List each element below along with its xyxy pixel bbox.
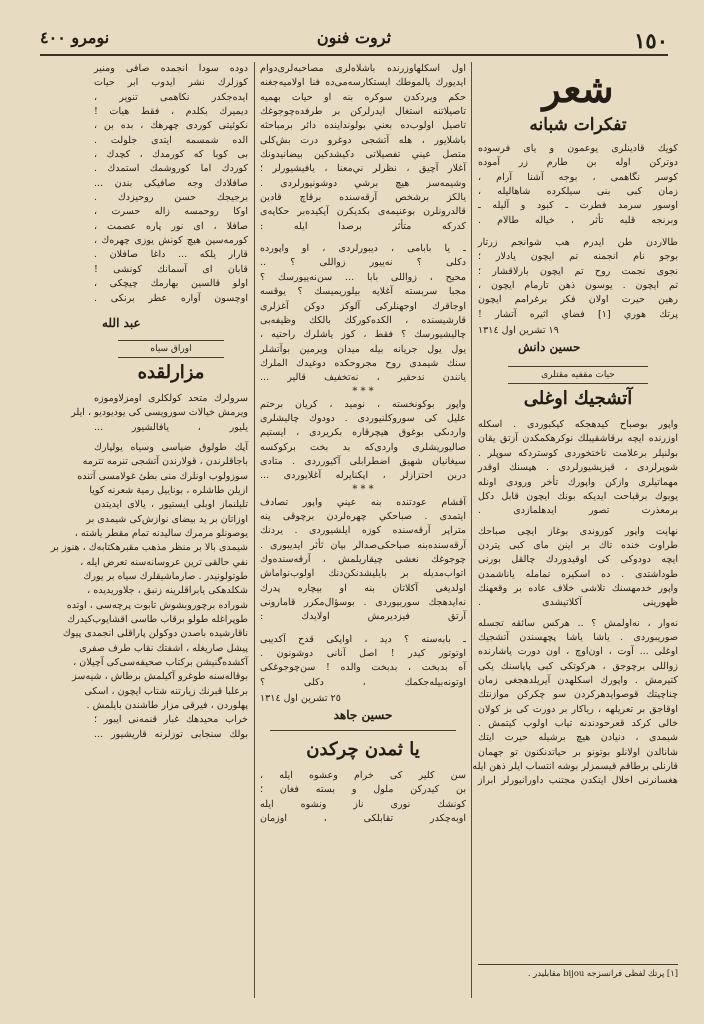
text-line: كتيرمش . واپورك اسكلهدن آيريلدهجغى زمان bbox=[478, 674, 678, 686]
text-line: اوكا روحمسه زاله حسرت ، bbox=[94, 206, 248, 218]
text-line: شوپرلردی ، قيزيشيورلردی . هپسنك اوقدر bbox=[478, 462, 678, 474]
text-line: يانندن ندحقير ، نه‌تخفيف قالير ... bbox=[260, 372, 466, 384]
text-line: قارنلى برطاقم قيسمزلر بوشه انتساب ايلر ذهن ايله bbox=[472, 761, 678, 773]
poem-text bbox=[94, 62, 248, 306]
text-line: زواللى برچوجق ، هركوتكى كبى پاپاسنك يكى bbox=[478, 660, 678, 672]
text-line: قالدرونلرن بوعنيمه‌ى بكديكرن آيكيده‌بر حكايه‌ى bbox=[260, 206, 466, 218]
text-line: ظهورينى آكلاتيشدى . bbox=[478, 597, 678, 609]
text-line: نكوئيتى كوردى چهرهك ، بده بن ، bbox=[94, 120, 248, 132]
text-line: نه‌ايدهجك سوربيوردى . ‌بوسؤال‌مكرر قامارونى bbox=[260, 597, 466, 609]
text-line: آرتق فيزديرمش اولايدك : bbox=[260, 611, 466, 623]
poem-stanza bbox=[478, 142, 678, 228]
text-line: اوبه‌چكدر تقابلكى ، اوزمان bbox=[260, 813, 466, 825]
text-line: محيح ، زواللى بابا ... سن‌نه‌ييور‌سك ؟ bbox=[260, 271, 466, 283]
page-number: ١٥٠ bbox=[634, 28, 668, 53]
separator-stars: * * * bbox=[352, 385, 374, 397]
text-line: طوپراغله طولو برقاب طاسى اقشايوب‌كيدرك bbox=[67, 614, 248, 625]
text-line: شكلدهكى يابراقلرينه زنبق ، جلاوريديده ، bbox=[87, 585, 248, 597]
text-line: بوجو نام انجمنه تم ايچون يادلار ؛ bbox=[478, 251, 678, 263]
text-line: شانالدن اولانلو بوتونو بر حياتدنکنون تو جهمان bbox=[478, 746, 678, 758]
page-header bbox=[40, 24, 668, 56]
poem-title: تفكرات شبانه bbox=[529, 115, 627, 135]
text-line: نهايت واپور كوروندى بوغاز ايچى صباحك bbox=[478, 525, 678, 537]
text-line: كورمه‌سين هيچ كونش يوزى چهره‌ك ، bbox=[94, 235, 248, 247]
column-rule-right bbox=[471, 62, 472, 998]
text-line: اوزرنده ايچه برقاشقيبلك نوكرهكمكدن آزتق يقان bbox=[478, 433, 678, 445]
poem-signature: عبد الله bbox=[102, 315, 141, 330]
text-line: ايتمدى . صباحكي چهره‌لردن برچوقى ينه bbox=[260, 510, 466, 522]
text-line: كوردك اما كوروشمك استمدك . bbox=[94, 163, 248, 175]
text-line: متصل عيني تفصيلاتى دكيشدكين بيضانيدونك bbox=[260, 149, 466, 161]
poem-stanza bbox=[478, 236, 678, 322]
divider bbox=[270, 730, 456, 731]
story-title: آتشجيك اوغلى bbox=[523, 388, 633, 410]
text-line: اتواب‌مديله بر بايليشدنكن‌دنك اولوب‌نواماش bbox=[260, 568, 466, 580]
text-line: يوبوك برقباحت ايديكه بونك ايچون قابل دکل bbox=[478, 490, 678, 502]
text-line: شيمدی ، دنيادن هيچ برشيله حيرت ايتك bbox=[478, 732, 678, 744]
text-line: پيشل صاريغله ، اشفتك نقاب طرف صفرى bbox=[79, 642, 248, 654]
text-line: كويك قادينلرى يوعمون و ياى فرسوده bbox=[478, 143, 678, 154]
section-heading: شعر bbox=[542, 66, 614, 111]
story-signature: حسين جاهد bbox=[333, 708, 393, 723]
text-line: صاليوريشلرى واردى‌كه بد بخت بركوكسه bbox=[260, 441, 466, 453]
text-line: صافلادك وجه صافيكى بندن ... bbox=[94, 177, 248, 189]
story-paragraph bbox=[260, 242, 466, 385]
story-paragraph bbox=[260, 398, 466, 484]
text-line: نجوى نجمت روح تم ايچون بارلاقشار ؛ bbox=[478, 265, 678, 277]
text-line: چوجوغك نعشى چيقاريلمش ، آرقه‌سنده‌وك bbox=[260, 554, 466, 565]
text-line: دوترکن اوله بن طارم زر آموده bbox=[478, 157, 678, 169]
text-line: رهين حيرت اولان فكر برغرامم ايچون bbox=[478, 294, 678, 306]
story-continued bbox=[260, 62, 466, 234]
text-line: شيمدى بالا بر منظر مذهب مقبرهكتابه‌ك ، هنوز بر bbox=[51, 542, 248, 554]
text-line: كوزلرك نشر ايدوب ابر حيات bbox=[94, 77, 248, 89]
text-line: آرقه‌سنده‌بنه صباحكى‌صدالر بيان ثأثر ايديبورى . bbox=[260, 539, 466, 551]
middle-column bbox=[260, 62, 466, 1002]
text-line: يالكز برشخص آرقه‌سنده برقاچ قادين bbox=[260, 192, 466, 204]
text-line: تاصيل اولوب‌ده بعني بولونداينده دائر برمباحثه bbox=[260, 120, 466, 132]
text-line: اوقاجق بر تعريلهه ، رياكار بر دورت كى بز كولان bbox=[478, 703, 678, 715]
text-line: كونشك نورى ناز ونشوه ايله bbox=[260, 798, 466, 810]
text-line: اوسور سرمد فطرت ـ كبود و آليله ـ bbox=[478, 200, 678, 212]
text-line: بى كوبا كه كورمدك ، كچدك ، bbox=[94, 149, 248, 161]
text-line: ـ يا بابامى ، ديبورلردى ، او واپورده bbox=[260, 243, 466, 255]
text-line: اولديغى آكلاتان بنه او بيچاره پدرك bbox=[260, 582, 466, 594]
text-line: نفي حالقى ترين عروسانه‌سنه تعرض ايله ، bbox=[80, 556, 248, 568]
text-line: تم ايچون . يوسون ذهن تارمام ايچون ، bbox=[478, 280, 678, 292]
text-line: زمان كبى بنى سيلكرده شاهاليله ، bbox=[478, 186, 678, 198]
text-line: حكم ويردكدن سوكره بنه او حيات بهميه bbox=[260, 91, 466, 103]
text-line: سوزولوب اونلرك منى بطئ غولامسى آتنده bbox=[77, 470, 248, 482]
text-line: هغسانرنى اخلال ايتكدن مجتنب داورانيورلر ابراز bbox=[478, 775, 678, 787]
text-line: دكلى ؟ نه‌ييور زواللى ؟ .. bbox=[260, 257, 466, 269]
text-line: ناقارشيده باصدن دوكولن پاراقلى انجمدى پيوك bbox=[62, 628, 248, 640]
text-line: ايچه دودوكى كى اوقيدوردك چالقل بورنى bbox=[478, 554, 678, 566]
text-line: طراوت خنده تاك بر اينن ماى كبى يتردن bbox=[478, 539, 678, 551]
text-line: قابان اى آسمانك كونشى ! bbox=[94, 263, 248, 275]
issue-number: نومرو ٤٠٠ bbox=[40, 28, 110, 47]
text-line: آه بدبخت ، بدبخت والده ! سن‌چوجوغكى bbox=[260, 662, 466, 674]
text-line: بوقاله‌سنه طوغرو آكيلمش برطاش ، شيه‌سز bbox=[72, 671, 248, 683]
story-paragraph bbox=[260, 496, 466, 625]
text-line: واپور بوصباح كيدهجكه كيكبوردى . اسكله bbox=[478, 419, 678, 431]
text-line: اولو قالسين بهارمك چيچكى ، bbox=[94, 278, 248, 290]
text-line: برمعذرت تصور ايدهلمازدى . bbox=[478, 505, 678, 517]
text-line: ـ بابه‌سنه ؟ ديد ، اوايكى قدح آكديبى bbox=[260, 633, 466, 645]
section-title: مزارلقده bbox=[137, 361, 205, 383]
text-line: اوچسون آواره عطر برنكى . bbox=[94, 292, 248, 304]
text-line: پرتك هوري [١] فضاي اثيره آتشار ! bbox=[478, 308, 678, 320]
text-line: كوسر نگاهمى ، بوجه آشنا آرام ، bbox=[478, 171, 678, 183]
text-line: سرولرك متحد كولكلرى اومزلاوموزه bbox=[94, 392, 248, 404]
text-line: اول اسکلهاوزرنده باشلاه‌لرى مصاحبه‌لرى‌دوام bbox=[260, 63, 466, 74]
text-line: آقشام عودتنده بنه عيني واپور تصادف bbox=[260, 496, 466, 508]
right-column bbox=[472, 62, 678, 1002]
text-line: باشلايور ، هله آتشجى دوغرو درت بش‌كلى bbox=[260, 134, 466, 146]
separator-stars: * * * bbox=[352, 483, 374, 495]
header-rule bbox=[40, 54, 668, 56]
poem-text bbox=[260, 769, 466, 826]
story-series: حيات مقفيه مقتلرى bbox=[508, 366, 648, 384]
story-text bbox=[472, 418, 678, 789]
footnote: [١] پرتك لفظى فرانسزجه bijou مقابليدر . bbox=[478, 964, 678, 978]
story-date: ٢٥ تشرين اول ١٣١٤ bbox=[260, 693, 341, 705]
text-line: مهماتيلرى وازكن واپورك تأخر ورودى اونله bbox=[478, 476, 678, 488]
text-line: سن كلير كى خرام وعشوه ايله ، bbox=[260, 770, 466, 782]
text-line: باجاقلرندن ، قولارندن آتشجى تنرمه تترمه bbox=[82, 456, 248, 468]
poem-signature: حسين دانش bbox=[518, 340, 581, 355]
text-line: سيغانيان شهيق اضطرابلى آكيورردى . متادى bbox=[260, 455, 466, 467]
text-line: دربن احتزازلر ، اپكنايرله آغلايوردى ... bbox=[260, 470, 466, 482]
column-rule-left bbox=[254, 62, 255, 998]
story-paragraph bbox=[260, 633, 466, 690]
poem-date: ١٩ تشرين اول ١٣١٤ bbox=[478, 325, 559, 337]
text-line: بولنيلر برعلامت ناختخوردی کوستردكه سوپلر . bbox=[478, 447, 678, 459]
text-line: بولك سنجابى توزلرنه قاريشيور ... bbox=[94, 728, 248, 740]
text-line: ايده‌جكدر نكاهمى تنوير ، bbox=[94, 91, 248, 103]
poem-title: يا ثمدن چركدن bbox=[306, 739, 420, 761]
text-line: برعلبا قبرنك زيارتنه شتاب ايچون ، اسكى bbox=[84, 685, 248, 697]
text-line: صافلا ، اى نور پاره عصمت ، bbox=[94, 220, 248, 232]
text-line: متراپر آرقه‌سنده كوزه ايلشيوردى . يردنك bbox=[260, 525, 466, 537]
text-line: عليل كى سوروكلنيوردى . دودوك چاليشلرى bbox=[260, 412, 466, 424]
text-line: آغلار آچيق ، نظرلر ني‌معنا ، يافيشيورلر ؛ bbox=[260, 163, 466, 175]
prose-text bbox=[51, 392, 248, 742]
text-line: ايديورك يالموطك ايستكارسه‌مى‌ده فنا اولاميه‌جغنه bbox=[260, 77, 466, 89]
text-line: واپور خدمهسنك تلاشى خلاف عاده بر وقعهنك bbox=[478, 582, 678, 594]
text-line: طوداشتدى . ده اسكيره تمامله ياناشمدن bbox=[478, 568, 678, 580]
text-line: پهلوردن ، فيرقى مزار طاشندن بايلمش . bbox=[86, 700, 248, 712]
text-line: تليلنماز اوبلى ايستيور ، يالاى ايديتدن bbox=[94, 499, 248, 511]
text-line: اوتوتور كيدر ! اصل آنانى دوشونون . bbox=[260, 648, 466, 660]
text-line: آپك طولوق ضياسى وسياه يولپارك bbox=[94, 441, 248, 453]
text-line: چناچيتك قوصوايدهرکردن سو چكركن موازنتك bbox=[478, 689, 678, 701]
text-line: کدركه متأثر برصدا ايله : bbox=[260, 220, 466, 232]
text-line: چاليشيورسك ؟ فقط ، كوز ياشلرك راحتيه ، bbox=[260, 329, 466, 341]
text-line: واپور بو‌كونخسته ، نوميد ، كريان برحتم bbox=[260, 398, 466, 410]
text-line: آكشده‌گنيشن بركتاب صحيفه‌سى‌كى آچيلان ، bbox=[73, 657, 248, 669]
text-line: يليور ، يافالشيور ... bbox=[94, 421, 248, 433]
text-line: وبرنجه قلبه تأثر ، خياله طالام . bbox=[478, 214, 678, 226]
journal-title: ثروت فنون bbox=[316, 28, 392, 47]
text-line: بن كيدرکن ملول و بسته فغان ؛ bbox=[260, 784, 466, 796]
text-line: اوغلى ... آوت ، اون‌اوچ ، اون دورت ياشارنده bbox=[478, 646, 678, 658]
section-series: اوراق سياه bbox=[118, 340, 224, 358]
text-line: اوجاقرك اوجهنلركى آلوكز دوكن آغزلرى bbox=[260, 300, 466, 312]
text-line: ازيلن طاشلره ، بوناييل رمية شعرنه كويا bbox=[89, 484, 248, 496]
text-line: تاصيلاتنه استغال ايدرلركن بر طرفده‌چوجوغك bbox=[260, 106, 466, 118]
text-line: ويرمش خيالات سورويسى كى يوديوديو ، ايلر bbox=[71, 407, 248, 419]
text-line: ديميرك بكلدم ، فقط هيات ! bbox=[94, 106, 248, 118]
text-line: خالى كركد قعرحودندنه تياب اولوب كيتمش . bbox=[478, 718, 678, 729]
text-line: واردىكى بوغوق هيچرقاره بكريردى ، ايستيم bbox=[260, 427, 466, 439]
text-line: اوتونه‌بيله‌جكمك ، دكلى ؟ bbox=[260, 676, 466, 688]
text-line: صوريبوردى . ياشا ياشا پچهسندن آتشجيك bbox=[478, 631, 678, 643]
text-line: قارشيسنده ، الكده‌كوركك بالكك وظيفه‌بى bbox=[260, 314, 466, 326]
text-line: سنك شيمدى روح مجروحكده دوغيدك الملرك bbox=[260, 357, 466, 369]
left-column bbox=[51, 62, 248, 1002]
text-line: يول يول جريانه بيله ميدان ويرمين بوآتشلر bbox=[260, 343, 466, 355]
text-line: خراب محيدهك غبار قنمه‌نى ايبور ؛ bbox=[94, 714, 248, 726]
text-line: شوراده برچوروبشوش تابوت پرچه‌سى ، اوتده bbox=[66, 599, 248, 611]
text-line: الده شمسمه ايتدى جلولت . bbox=[94, 134, 248, 146]
text-line: اوزاتان بر يد بيضاى نوازش‌كى شيمدى بر bbox=[86, 513, 248, 525]
text-line: قارار يلكه ... داغا صافلا‌ن . bbox=[94, 249, 248, 261]
text-line: مجبا سربسته آغلايه بيلوريميسك ؟ يوقسه bbox=[260, 286, 466, 298]
text-line: برجيجك حسن روحيزدك . bbox=[94, 192, 248, 204]
text-line: يوصونلو مرمرك ساليدنه تمام مقطر ياشته ، bbox=[74, 527, 248, 539]
text-line: طالاردن طن ايدرم هب شوانجم زرتار bbox=[478, 237, 678, 249]
text-line: نه‌وار ، نه‌اولمش ؟ .. هركس سائقه تجسله bbox=[478, 617, 678, 629]
text-line: طوتولونيدر . صارماشيقلرك سياه بر يورك bbox=[83, 570, 248, 582]
text-line: دوده سودا انجمده صافى ومنير bbox=[94, 63, 248, 74]
text-line: وشيمه‌سز هيچ برشي دوشونيورلردى . bbox=[260, 177, 466, 189]
